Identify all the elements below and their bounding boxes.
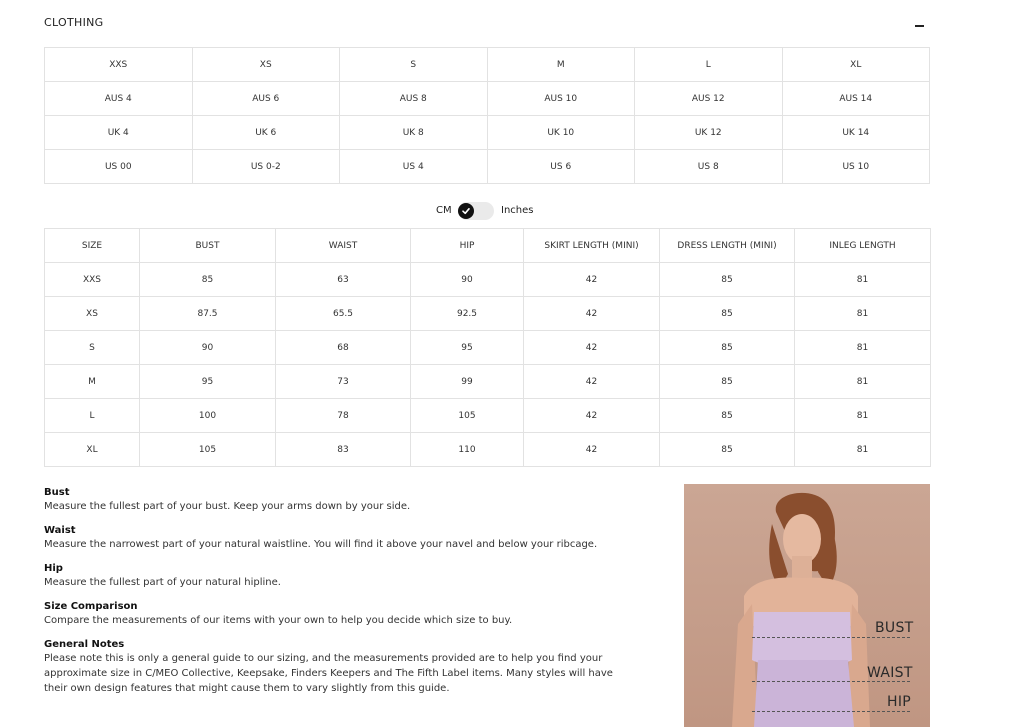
- model-illustration: [684, 484, 930, 727]
- table-row: [45, 399, 931, 433]
- table-cell: 87.5: [140, 297, 276, 331]
- us-size-cell: US 0-2: [192, 150, 340, 184]
- aus-size-cell: AUS 8: [340, 82, 488, 116]
- table-cell: XXS: [45, 263, 140, 297]
- table-row: [45, 48, 930, 82]
- table-cell: 42: [524, 433, 660, 467]
- us-size-cell: US 4: [340, 150, 488, 184]
- table-row: [45, 297, 931, 331]
- table-row: [45, 365, 931, 399]
- uk-size-cell: UK 14: [782, 116, 930, 150]
- table-cell: 68: [276, 331, 411, 365]
- table-row: [45, 433, 931, 467]
- guide-heading: Bust: [44, 487, 70, 498]
- uk-size-cell: UK 8: [340, 116, 488, 150]
- cm-label[interactable]: CM: [436, 205, 452, 216]
- table-cell: 81: [795, 331, 931, 365]
- guide-item-waist: [44, 524, 634, 552]
- table-cell: 110: [411, 433, 524, 467]
- waist-label: WAIST: [867, 665, 913, 681]
- us-size-cell: US 00: [45, 150, 193, 184]
- aus-size-cell: AUS 12: [635, 82, 783, 116]
- waist-dash-line: [752, 681, 910, 682]
- size-conversion-table: [44, 47, 930, 184]
- size-cell: M: [487, 48, 635, 82]
- size-cell: XS: [192, 48, 340, 82]
- aus-size-cell: AUS 4: [45, 82, 193, 116]
- size-cell: S: [340, 48, 488, 82]
- uk-size-cell: UK 12: [635, 116, 783, 150]
- table-cell: 81: [795, 365, 931, 399]
- us-size-cell: US 6: [487, 150, 635, 184]
- table-cell: 42: [524, 297, 660, 331]
- column-header: INLEG LENGTH: [795, 229, 931, 263]
- table-cell: 73: [276, 365, 411, 399]
- table-row: [45, 263, 931, 297]
- aus-size-cell: AUS 14: [782, 82, 930, 116]
- section-title: CLOTHING: [44, 16, 104, 29]
- guide-item-size-comparison: [44, 600, 634, 628]
- table-cell: 81: [795, 399, 931, 433]
- table-cell: 105: [140, 433, 276, 467]
- guide-item-hip: [44, 562, 634, 590]
- bust-label: BUST: [875, 620, 914, 636]
- table-cell: 85: [660, 331, 795, 365]
- guide-text: Compare the measurements of our items with your own to help you decide which size to buy.: [44, 615, 513, 626]
- hip-label: HIP: [887, 694, 911, 710]
- guide-text: Please note this is only a general guide to our sizing, and the measurements provided are to help you find your approximate size in C/MEO Collective, Keepsake, Finders Keepers and The Fifth Label items. Many styles will have their own design features that might cause them to vary slightly from this guide.: [44, 653, 613, 694]
- table-cell: XS: [45, 297, 140, 331]
- inches-label[interactable]: Inches: [501, 205, 534, 216]
- table-cell: 92.5: [411, 297, 524, 331]
- table-row: [45, 150, 930, 184]
- hip-dash-line: [752, 711, 910, 712]
- uk-size-cell: UK 4: [45, 116, 193, 150]
- guide-heading: General Notes: [44, 639, 125, 650]
- table-cell: 42: [524, 263, 660, 297]
- table-cell: 42: [524, 331, 660, 365]
- unit-toggle: [436, 201, 536, 221]
- table-cell: 95: [140, 365, 276, 399]
- table-row: [45, 331, 931, 365]
- guide-heading: Size Comparison: [44, 601, 138, 612]
- table-cell: L: [45, 399, 140, 433]
- unit-switch[interactable]: [458, 202, 494, 220]
- table-cell: 42: [524, 399, 660, 433]
- table-row: [45, 116, 930, 150]
- table-cell: S: [45, 331, 140, 365]
- table-cell: 85: [660, 433, 795, 467]
- table-cell: 85: [660, 365, 795, 399]
- table-cell: XL: [45, 433, 140, 467]
- table-cell: M: [45, 365, 140, 399]
- guide-heading: Hip: [44, 563, 63, 574]
- column-header: BUST: [140, 229, 276, 263]
- column-header: SKIRT LENGTH (MINI): [524, 229, 660, 263]
- table-cell: 85: [140, 263, 276, 297]
- column-header: WAIST: [276, 229, 411, 263]
- aus-size-cell: AUS 6: [192, 82, 340, 116]
- table-cell: 85: [660, 399, 795, 433]
- guide-item-bust: [44, 486, 634, 514]
- size-cell: XXS: [45, 48, 193, 82]
- table-cell: 95: [411, 331, 524, 365]
- measurement-table: [44, 228, 931, 467]
- table-cell: 42: [524, 365, 660, 399]
- clothing-section-header[interactable]: [44, 14, 930, 34]
- measuring-guide: [44, 486, 634, 706]
- table-row: [45, 82, 930, 116]
- table-cell: 81: [795, 297, 931, 331]
- us-size-cell: US 8: [635, 150, 783, 184]
- table-cell: 90: [140, 331, 276, 365]
- table-cell: 83: [276, 433, 411, 467]
- measurement-guide-image: [684, 484, 930, 727]
- table-cell: 78: [276, 399, 411, 433]
- table-cell: 100: [140, 399, 276, 433]
- table-cell: 81: [795, 433, 931, 467]
- bust-dash-line: [752, 637, 910, 638]
- guide-text: Measure the fullest part of your bust. Keep your arms down by your side.: [44, 501, 411, 512]
- column-header: SIZE: [45, 229, 140, 263]
- table-cell: 81: [795, 263, 931, 297]
- guide-heading: Waist: [44, 525, 76, 536]
- size-cell: XL: [782, 48, 930, 82]
- table-cell: 85: [660, 263, 795, 297]
- table-cell: 99: [411, 365, 524, 399]
- collapse-minus-icon[interactable]: [914, 16, 926, 30]
- uk-size-cell: UK 6: [192, 116, 340, 150]
- table-cell: 63: [276, 263, 411, 297]
- table-header-row: [45, 229, 931, 263]
- us-size-cell: US 10: [782, 150, 930, 184]
- table-cell: 65.5: [276, 297, 411, 331]
- guide-text: Measure the fullest part of your natural hipline.: [44, 577, 281, 588]
- uk-size-cell: UK 10: [487, 116, 635, 150]
- checkmark-icon: [458, 203, 474, 219]
- aus-size-cell: AUS 10: [487, 82, 635, 116]
- guide-text: Measure the narrowest part of your natural waistline. You will find it above your navel and below your ribcage.: [44, 539, 598, 550]
- guide-item-general-notes: [44, 638, 634, 696]
- column-header: HIP: [411, 229, 524, 263]
- table-cell: 90: [411, 263, 524, 297]
- table-cell: 105: [411, 399, 524, 433]
- column-header: DRESS LENGTH (MINI): [660, 229, 795, 263]
- size-cell: L: [635, 48, 783, 82]
- table-cell: 85: [660, 297, 795, 331]
